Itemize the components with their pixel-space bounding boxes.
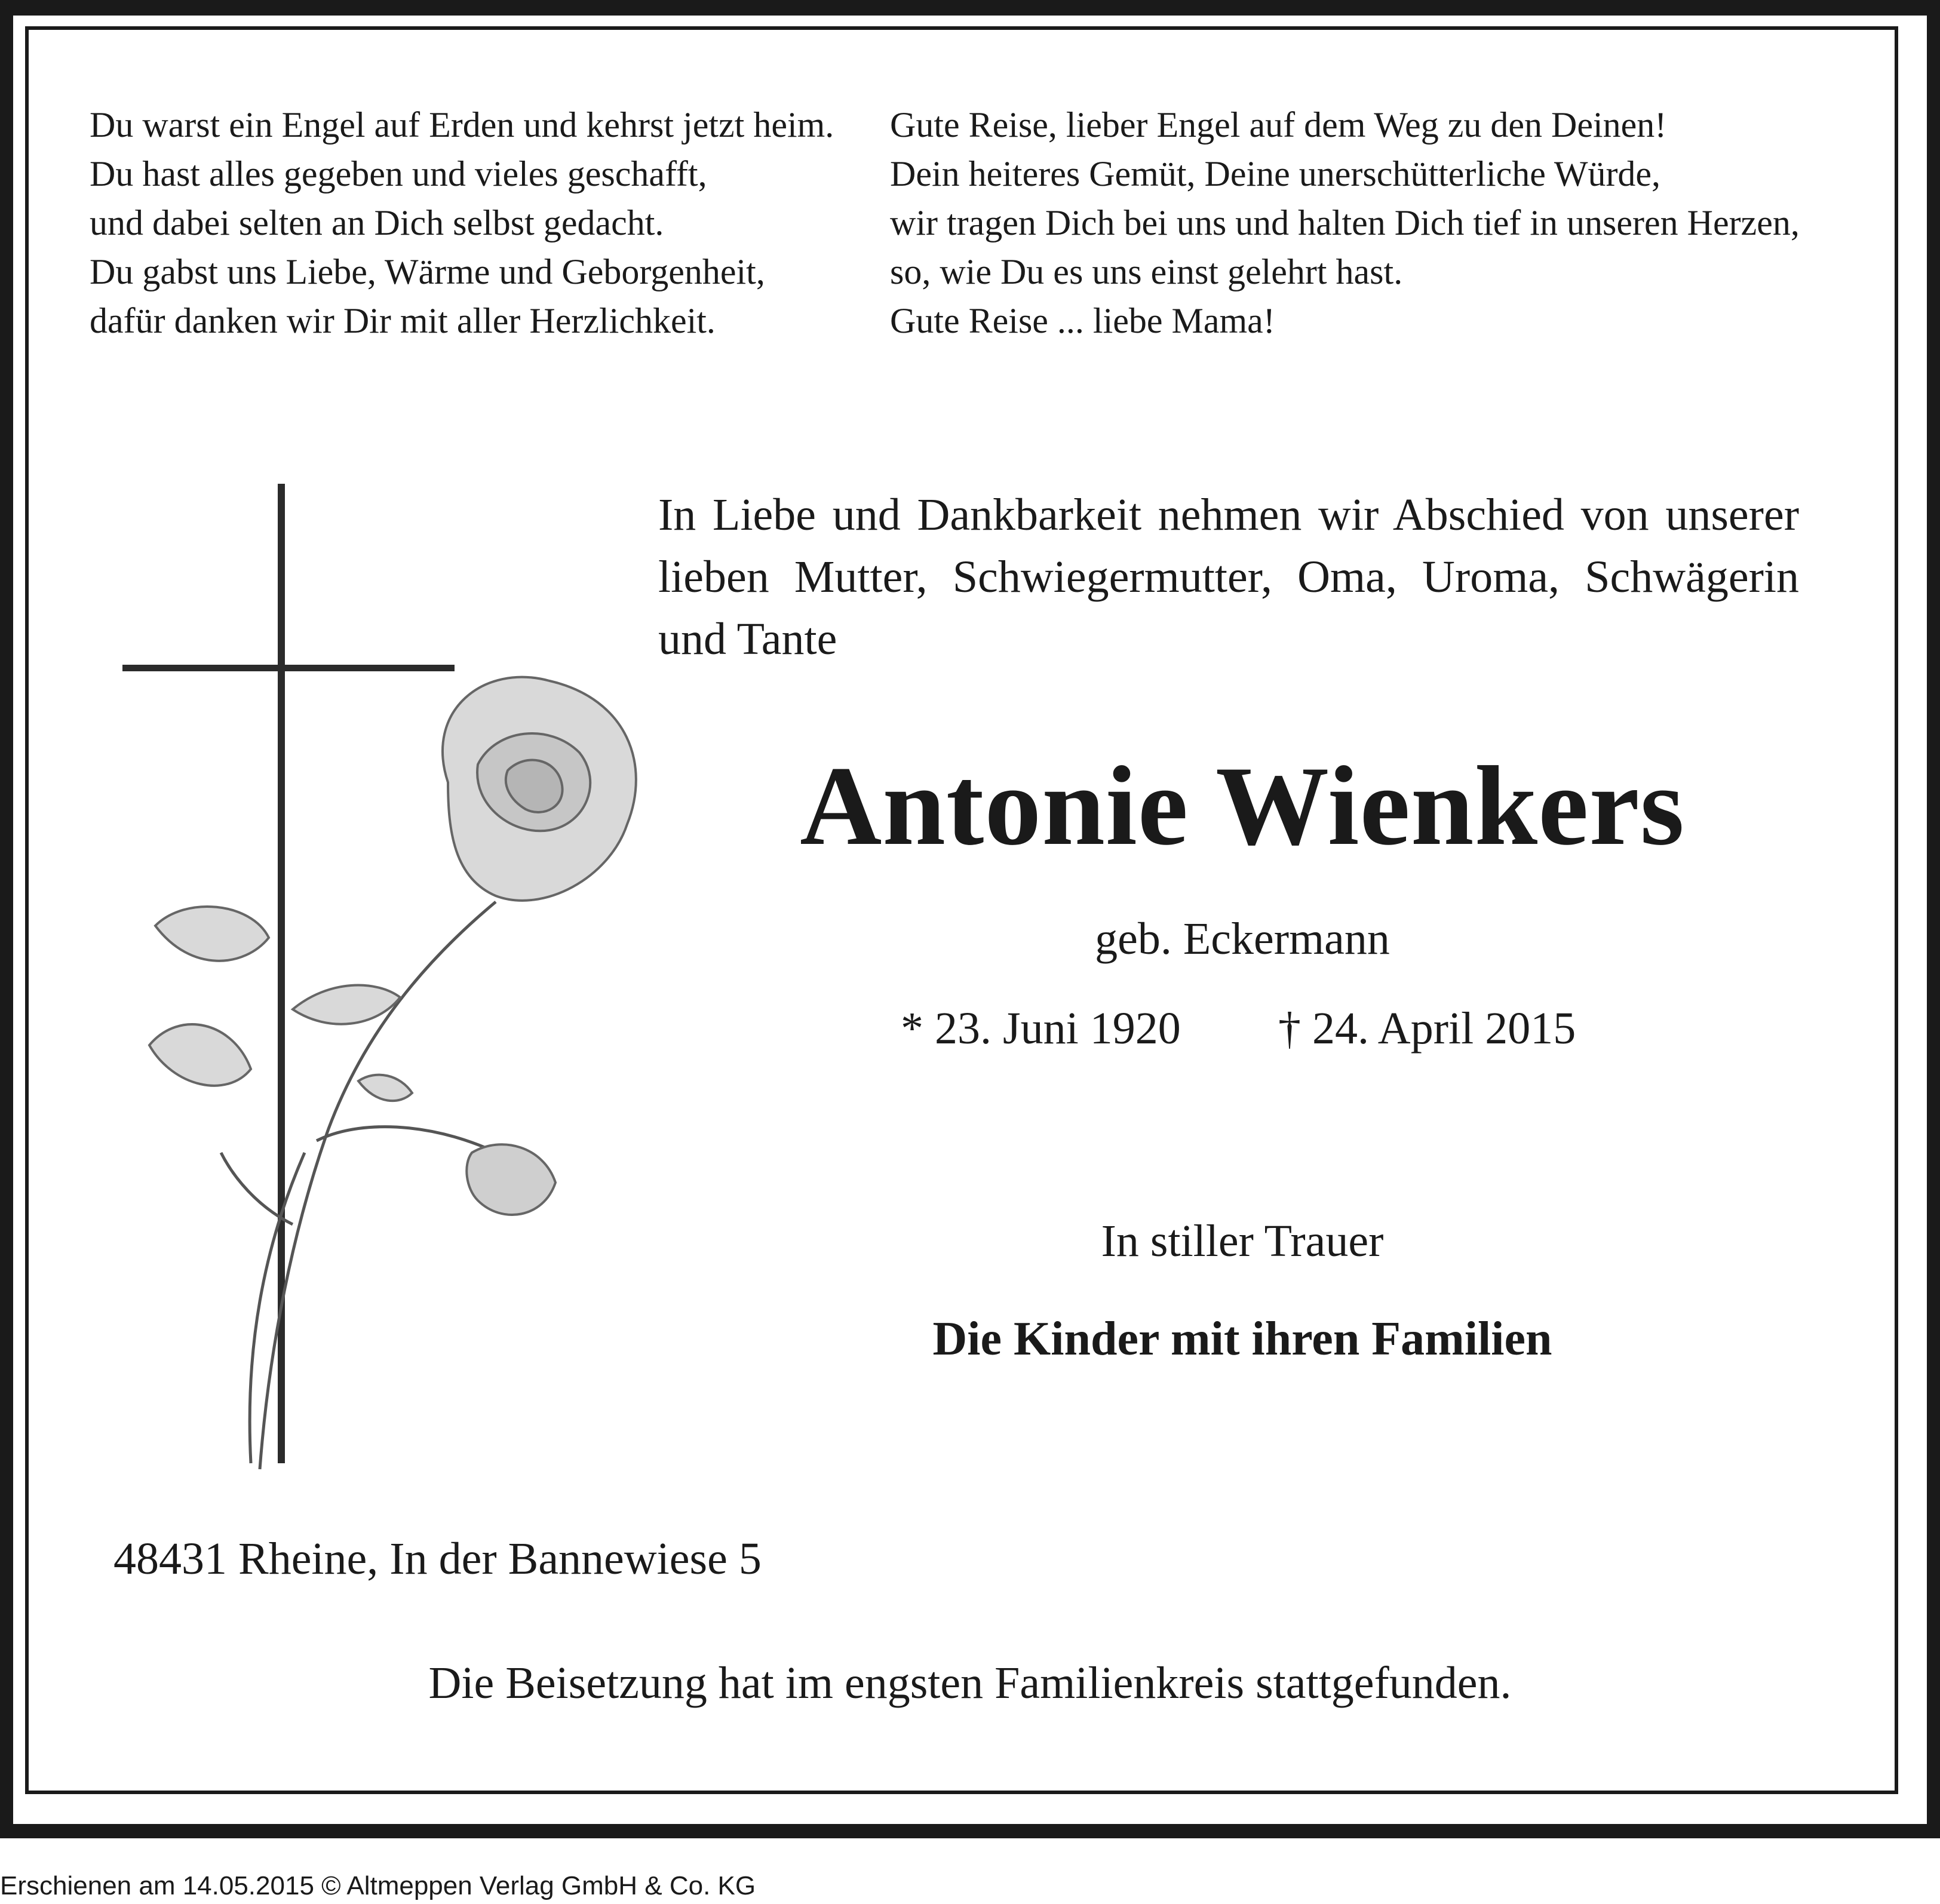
poem-left-line: Du gabst uns Liebe, Wärme und Geborgenheit, — [90, 252, 765, 291]
deceased-name: Antonie Wienkers — [800, 744, 1685, 869]
poem-left-line: Du warst ein Engel auf Erden und kehrst jetzt heim. — [90, 105, 834, 145]
poem-right-line: Gute Reise, lieber Engel auf dem Weg zu den Deinen! — [890, 105, 1667, 145]
intro-text: In Liebe und Dankbarkeit nehmen wir Abschied von unserer lieben Mutter, Schwiegermutter, Oma, Uroma, Schwägerin und Tante — [658, 490, 1799, 664]
death-date: † 24. April 2015 — [1278, 1003, 1576, 1054]
poem-left — [90, 100, 834, 345]
poem-right-line: wir tragen Dich bei uns und halten Dich tief in unseren Herzen, — [890, 203, 1800, 242]
rose-icon — [149, 677, 636, 1469]
maiden-name: geb. Eckermann — [1095, 914, 1390, 964]
poem-left-line: Du hast alles gegeben und vieles geschafft, — [90, 154, 707, 194]
poem-right — [890, 100, 1800, 345]
poem-right-line: Dein heiteres Gemüt, Deine unerschütterliche Würde, — [890, 154, 1661, 194]
cross-and-rose-illustration — [113, 484, 651, 1499]
birth-date: * 23. Juni 1920 — [901, 1003, 1181, 1054]
poem-left-line: und dabei selten an Dich selbst gedacht. — [90, 203, 664, 242]
cross-icon — [122, 484, 455, 1463]
poem-left-line: dafür danken wir Dir mit aller Herzlichkeit. — [90, 301, 716, 340]
publication-footer: Erschienen am 14.05.2015 © Altmeppen Verlag GmbH & Co. KG — [0, 1871, 756, 1900]
poem-right-line: Gute Reise ... liebe Mama! — [890, 301, 1275, 340]
poem-right-line: so, wie Du es uns einst gelehrt hast. — [890, 252, 1403, 291]
signers: Die Kinder mit ihren Familien — [932, 1313, 1552, 1365]
burial-note: Die Beisetzung hat im engsten Familienkreis stattgefunden. — [428, 1658, 1512, 1708]
mourning-line: In stiller Trauer — [1101, 1216, 1384, 1266]
address: 48431 Rheine, In der Bannewiese 5 — [113, 1534, 762, 1584]
